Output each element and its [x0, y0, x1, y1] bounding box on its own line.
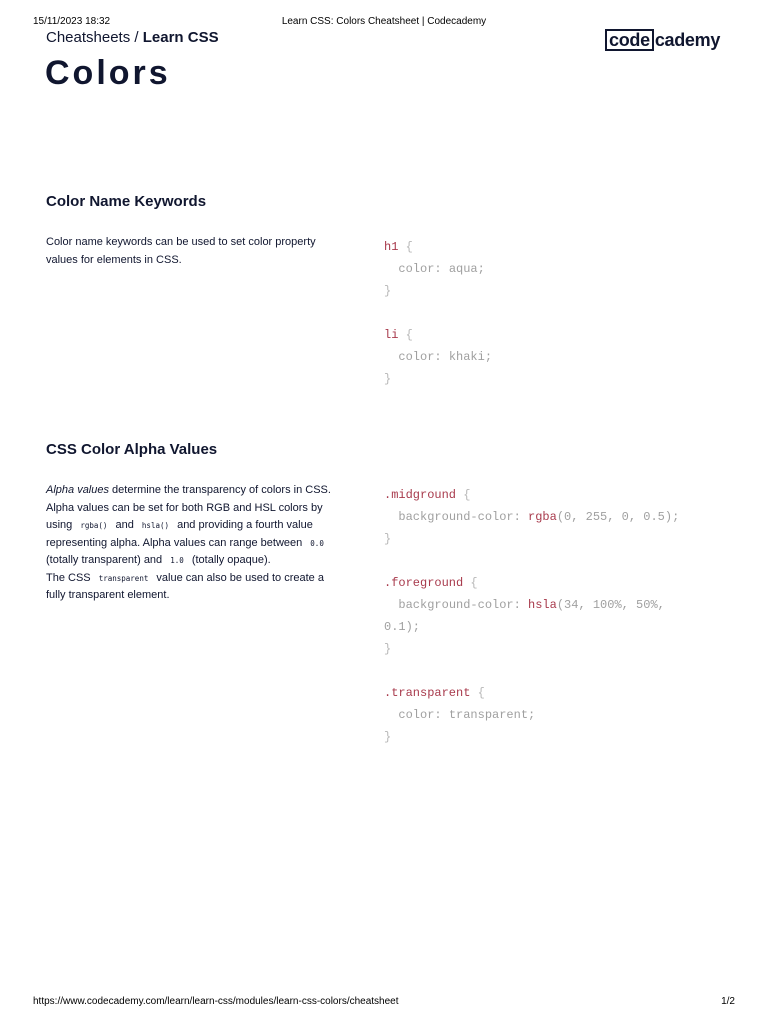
codecademy-logo[interactable]	[605, 29, 720, 51]
inline-code-zero: 0.0	[310, 538, 324, 548]
code-line	[384, 350, 492, 364]
description-text: and providing a fourth value representing alpha. Alpha values can range between	[46, 519, 313, 549]
emphasis-text: Alpha values	[46, 484, 109, 496]
code-line	[384, 328, 413, 342]
code-line	[384, 708, 535, 722]
code-declaration: color: aqua;	[398, 262, 485, 276]
print-footer	[0, 996, 768, 1010]
section-heading-color-name-keywords: Color Name Keywords	[46, 193, 207, 210]
description-text: and	[112, 519, 137, 531]
code-brace: }	[384, 372, 392, 386]
section-heading-css-color-alpha-values: CSS Color Alpha Values	[46, 441, 218, 458]
inline-code-rgba: rgba()	[80, 521, 108, 530]
code-indent	[384, 598, 398, 612]
code-block-color-name-keywords	[384, 236, 724, 390]
code-property: background-color:	[398, 510, 529, 524]
logo-rest-text: cademy	[654, 29, 721, 50]
description-text: (totally transparent) and	[46, 554, 166, 566]
code-block-alpha-values	[384, 484, 724, 748]
code-property: background-color:	[398, 598, 529, 612]
description-text: value can also be used to create a fully transparent element.	[46, 571, 324, 601]
print-url[interactable]: https://www.codecademy.com/learn/learn-css/modules/learn-css-colors/cheatsheet	[33, 996, 399, 1007]
code-indent	[384, 262, 398, 276]
code-brace: }	[384, 730, 392, 744]
code-brace: {	[398, 240, 413, 254]
code-args-continued: 0.1);	[384, 620, 421, 634]
section-description-color-name-keywords: Color name keywords can be used to set color property values for elements in CSS.	[46, 236, 316, 266]
code-brace: }	[384, 532, 392, 546]
code-args: (34, 100%, 50%,	[556, 598, 665, 612]
code-line	[384, 262, 485, 276]
print-page-title: Learn CSS: Colors Cheatsheet | Codecademy	[281, 16, 487, 27]
code-function: hsla	[528, 598, 557, 612]
breadcrumb-current-link[interactable]: Learn CSS	[142, 29, 219, 46]
breadcrumb-root-link[interactable]: Cheatsheets	[46, 29, 131, 46]
section-description-alpha-values	[46, 482, 331, 605]
code-indent	[384, 510, 398, 524]
page-title: Colors	[45, 54, 171, 92]
code-declaration: color: khaki;	[398, 350, 493, 364]
inline-code-one: 1.0	[170, 556, 184, 565]
code-line	[384, 510, 679, 524]
logo-box-text: code	[605, 29, 654, 51]
code-line	[384, 576, 478, 590]
code-indent	[384, 708, 398, 722]
breadcrumb-separator: /	[130, 29, 143, 46]
print-header	[0, 16, 768, 30]
code-selector: .midground	[384, 488, 457, 502]
print-datetime: 15/11/2023 18:32	[33, 16, 111, 27]
code-brace: }	[384, 642, 392, 656]
code-brace: }	[384, 284, 392, 298]
code-brace: {	[470, 686, 485, 700]
inline-code-hsla: hsla()	[141, 521, 170, 530]
breadcrumb	[46, 29, 219, 46]
code-brace: {	[456, 488, 471, 502]
code-indent	[384, 350, 398, 364]
code-line	[384, 686, 485, 700]
code-selector: .transparent	[384, 686, 471, 700]
code-selector: h1	[384, 240, 399, 254]
code-brace: {	[398, 328, 413, 342]
print-page-number: 1/2	[721, 996, 735, 1007]
description-text: (totally opaque).	[188, 554, 271, 566]
code-selector: .foreground	[384, 576, 464, 590]
description-text: The CSS	[46, 571, 94, 584]
code-line	[384, 488, 470, 502]
code-brace: {	[463, 576, 478, 590]
code-selector: li	[384, 328, 399, 342]
code-line	[384, 240, 413, 254]
description-text: determine the transparency of colors in CSS. Alpha values can be set for both RGB and HSL colors by using	[46, 484, 331, 531]
code-function: rgba	[528, 510, 557, 524]
code-line	[384, 598, 665, 612]
inline-code-transparent: transparent	[98, 573, 149, 583]
code-declaration: color: transparent;	[398, 708, 536, 722]
code-args: (0, 255, 0, 0.5);	[556, 510, 680, 524]
